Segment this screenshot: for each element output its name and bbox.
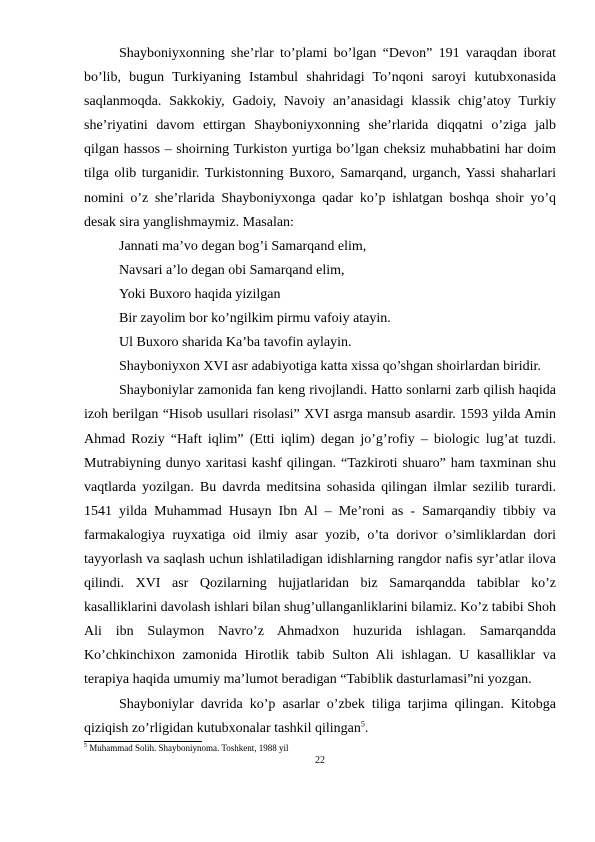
verse-line: Ul Buxoro sharida Ka’ba tavofin aylayin. <box>119 335 352 351</box>
footnote <box>84 743 288 754</box>
document-body <box>84 42 556 741</box>
paragraph-devon: Shayboniyxonning she’rlar to’plami bo’lgan “Devon” 191 varaqdan iborat bo’lib, bugun Turkiyaning Istambul shahridagi To’nqoni saroyi kutubxonasida saqlanmoqda. Sakkokiy, Gadoiy, Navoiy an’anasidagi klassik chig’atoy Turkiy she’riyatini davom ettirgan Shayboniyxonning she’rlarida diqqatni o’ziga jalb qilgan hassos – shoirning Turkiston yurtiga bo’lgan cheksiz muhabbatini har doim tilga olib turganidir. Turkistonning Buxoro, Samarqand, urganch, Yassi shaharlari nomini o’z she’rlarida Shayboniyxonga qadar ko’p ishlatgan boshqa shoir yo’q desak sira yanglishmaymiz. Masalan: <box>84 46 556 230</box>
page-number: 22 <box>315 755 325 766</box>
paragraph-contribution: Shayboniyxon XVI asr adabiyotiga katta xissa qo’shgan shoirlardan biridir. <box>119 359 541 375</box>
paragraph-end-period: . <box>364 720 369 736</box>
verse-line: Yoki Buxoro haqida yizilgan <box>119 286 281 302</box>
paragraph-science: Shayboniylar zamonida fan keng rivojlandi. Hatto sonlarni zarb qilish haqida izoh berilgan “Hisob usullari risolasi” XVI asrga mansub asardir. 1593 yilda Amin Ahmad Roziy “Haft iqlim” (Etti iqlim) degan jo’g’rofiy – biologic lug’at tuzdi. Mutrabiyning dunyo xaritasi kashf qilingan. “Tazkiroti shuaro” ham taxminan shu vaqtlarda yozilgan. Bu davrda meditsina sohasida qilingan ilmlar sezilib turardi. 1541 yilda Muhammad Husayn Ibn Al – Me’roni as - Samarqandiy tibbiy va farmakalogiya ruyxatiga oid ilmiy asar yozib, o’ta dorivor o’simliklardan dori tayyorlash va saqlash uchun ishlatiladigan idishlarning rangdor nafis syr’atlar ilova qilindi. XVI asr Qozilarning hujjatlaridan biz Samarqandda tabiblar ko’z kasalliklarini davolash ishlari bilan shug’ullanganliklarini bilamiz. Ko’z tabibi Shoh Ali ibn Sulaymon Navro’z Ahmadxon huzurida ishlagan. Samarqandda Ko’chkinchixon zamonida Hirotlik tabib Sulton Ali ishlagan. U kasalliklar va terapiya haqida umumiy ma’lumot beradigan “Tabiblik dasturlamasi”ni yozgan. <box>84 383 556 688</box>
footnote-divider <box>84 741 202 742</box>
footnote-text: Muhammad Solih. Shayboniynoma. Toshkent, 1988 yil <box>87 743 289 753</box>
footnote-mark: 5 <box>84 743 87 749</box>
paragraph-translations-text: Shayboniylar davrida ko’p asarlar o’zbek tiliga tarjima qilingan. Kitobga qiziqish zo’rligidan kutubxonalar tashkil qilingan <box>84 696 556 736</box>
verse-line: Jannati ma’vo degan bog’i Samarqand elim, <box>119 238 367 254</box>
verse-line: Navsari a’lo degan obi Samarqand elim, <box>119 262 345 278</box>
footnote-reference[interactable]: 5 <box>360 718 365 728</box>
poem-excerpt <box>84 235 556 355</box>
paragraph-translations <box>84 693 556 741</box>
verse-line: Bir zayolim bor ko’ngilkim pirmu vafoiy atayin. <box>119 311 391 327</box>
